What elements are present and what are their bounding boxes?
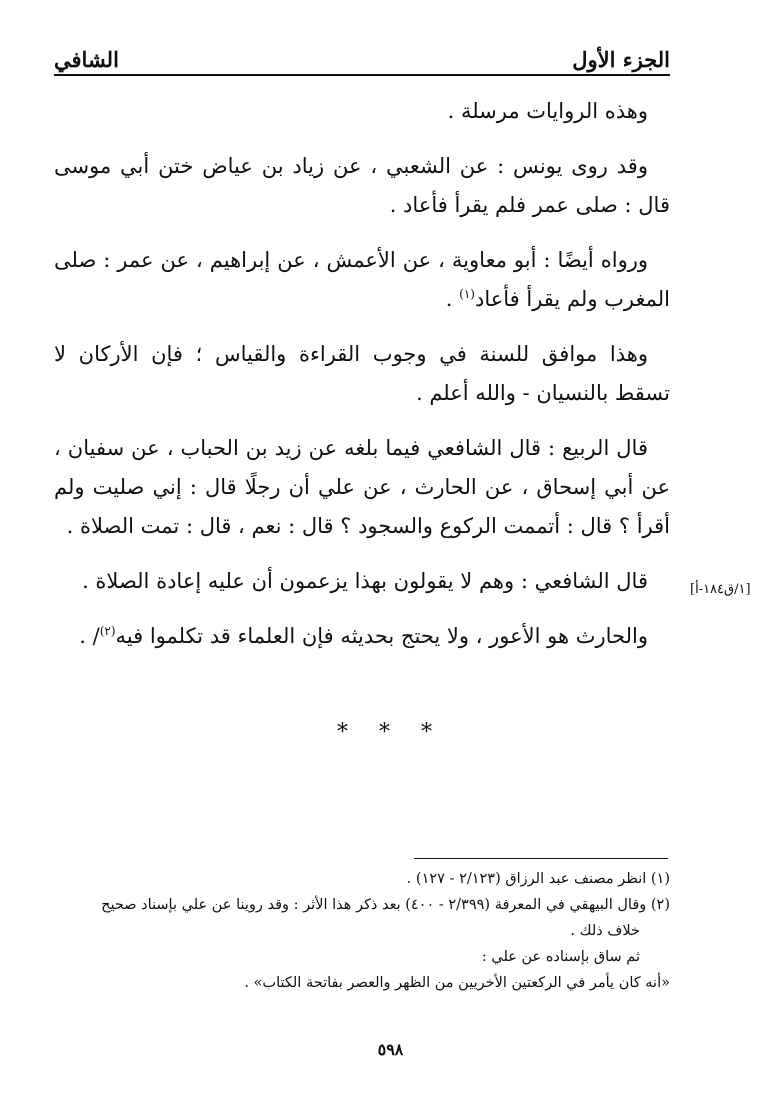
paragraph-text: والحارث هو الأعور ، ولا يحتج بحديثه فإن العلماء قد تكلموا فيه <box>115 624 648 648</box>
paragraph: وهذه الروايات مرسلة . <box>447 99 648 123</box>
paragraph: قال الربيع : قال الشافعي فيما بلغه عن زيد بن الحباب ، عن سفيان ، عن أبي إسحاق ، عن الحارث ، عن علي أن رجلًا قال : إني صليت ولم أقرأ ؟ قال : أتممت الركوع والسجود ؟ قال : نعم ، قال : تمت الصلاة . <box>54 436 670 538</box>
footnote: (١) انظر مصنف عبد الرزاق (٢/١٢٣ - ١٢٧) . <box>406 871 670 887</box>
book-title: الشافي <box>54 46 119 72</box>
footnote-continuation: خلاف ذلك . <box>570 923 640 939</box>
footnote: (٢) وقال البيهقي في المعرفة (٢/٣٩٩ - ٤٠٠) بعد ذكر هذا الأثر : وقد روينا عن علي بإسناد صحيح <box>101 897 670 913</box>
footnote-rule <box>414 858 668 859</box>
footnote-quote: «أنه كان يأمر في الركعتين الأخريين من الظهر والعصر بفاتحة الكتاب» . <box>244 975 670 991</box>
paragraph <box>54 617 670 656</box>
volume-label: الجزء الأول <box>572 46 670 72</box>
paragraph-text: ورواه أيضًا : أبو معاوية ، عن الأعمش ، عن إبراهيم ، عن عمر : صلى المغرب ولم يقرأ فأعاد <box>54 248 670 311</box>
paragraph: وهذا موافق للسنة في وجوب القراءة والقياس ؛ فإن الأركان لا تسقط بالنسيان - والله أعلم . <box>54 342 670 405</box>
footnote-ref: (٢) <box>99 624 116 638</box>
main-text <box>54 92 670 672</box>
paragraph: قال الشافعي : وهم لا يقولون بهذا يزعمون أن عليه إعادة الصلاة . <box>82 569 648 593</box>
footnote-continuation: ثم ساق بإسناده عن علي : <box>481 949 640 965</box>
paragraph: وقد روى يونس : عن الشعبي ، عن زياد بن عياض ختن أبي موسى قال : صلى عمر فلم يقرأ فأعاد . <box>54 154 670 217</box>
header-rule <box>54 74 670 76</box>
running-header <box>54 28 670 72</box>
paragraph <box>54 241 670 319</box>
footnote-ref: (١) <box>459 287 475 301</box>
paragraph-tail: . <box>445 287 460 311</box>
paragraph-tail: / . <box>79 624 100 648</box>
footnotes <box>54 866 670 996</box>
manuscript-folio-note: [١/ق١٨٤-أ] <box>690 582 751 597</box>
section-separator: * * * <box>337 720 444 745</box>
page-number: ٥٩٨ <box>377 1040 404 1059</box>
